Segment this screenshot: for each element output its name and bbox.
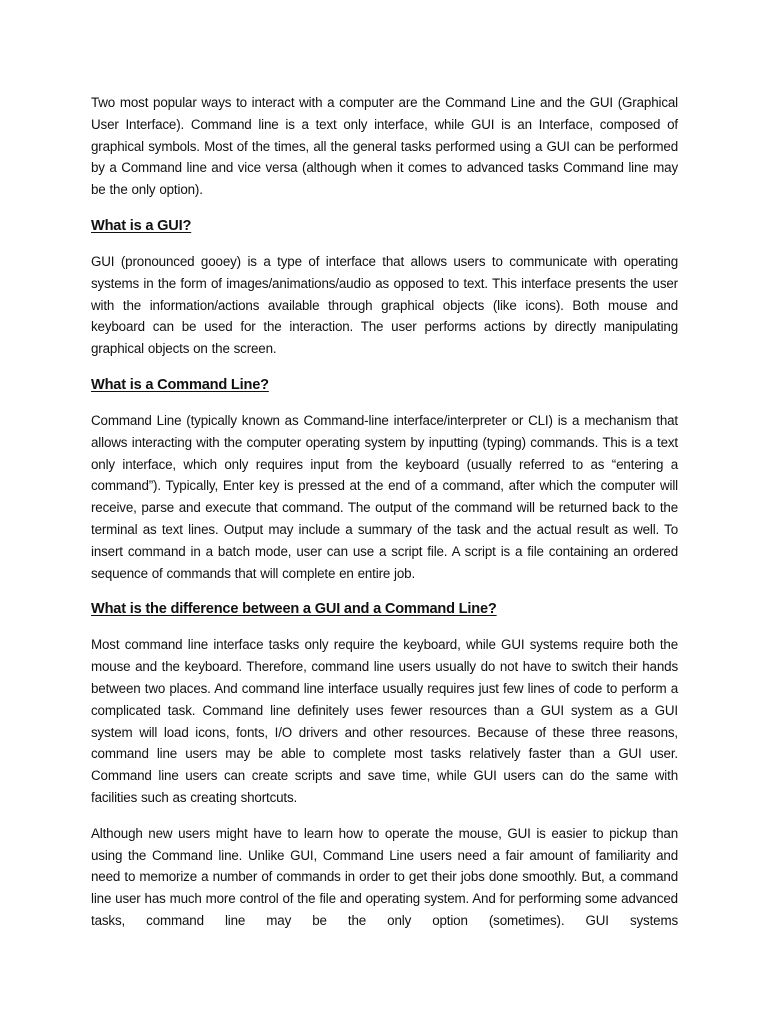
heading-difference: What is the difference between a GUI and a Command Line? xyxy=(91,601,497,618)
document-body xyxy=(91,92,678,946)
difference-paragraph-1: Most command line interface tasks only require the keyboard, while GUI systems require both the mouse and the keyboard. Therefore, command line users usually do not have to switch their hands between two places. And command line interface usually requires just few lines of code to perform a complicated task. Command line definitely uses fewer resources than a GUI system as a GUI system will load icons, fonts, I/O drivers and other resources. Because of these three reasons, command line users may be able to complete most tasks relatively faster than a GUI user. Command line users can create scripts and save time, while GUI users can do the same with facilities such as creating shortcuts. xyxy=(91,637,678,805)
intro-paragraph: Two most popular ways to interact with a computer are the Command Line and the GUI (Graphical User Interface). Command line is a text only interface, while GUI is an Interface, composed of graphical symbols. Most of the times, all the general tasks performed using a GUI can be performed by a Command line and vice versa (although when it comes to advanced tasks Command line may be the only option). xyxy=(91,95,678,198)
heading-what-is-command-line: What is a Command Line? xyxy=(91,376,269,393)
command-line-paragraph: Command Line (typically known as Command-line interface/interpreter or CLI) is a mechanism that allows interacting with the computer operating system by inputting (typing) commands. This is a text only interface, which only requires input from the keyboard (usually referred to as “entering a command”). Typically, Enter key is pressed at the end of a command, after which the computer will receive, parse and execute that command. The output of the command will be returned back to the terminal as text lines. Output may include a summary of the task and the actual result as well. To insert command in a batch mode, user can use a script file. A script is a file containing an ordered sequence of commands that will complete en entire job. xyxy=(91,412,678,581)
heading-what-is-gui: What is a GUI? xyxy=(91,217,192,234)
gui-paragraph: GUI (pronounced gooey) is a type of interface that allows users to communicate with operating systems in the form of images/animations/audio as opposed to text. This interface presents the user with the information/actions available through graphical objects (like icons). Both mouse and keyboard can be used for the interaction. The user performs actions by directly manipulating graphical objects on the screen. xyxy=(91,253,678,357)
difference-paragraph-2: Although new users might have to learn how to operate the mouse, GUI is easier to pickup than using the Command line. Unlike GUI, Command Line users need a fair amount of familiarity and need to memorize a number of commands in order to get their jobs done smoothly. But, a command line user has much more control of the file and operating system. And for performing some advanced tasks, command line may be the only option (sometimes). GUI systems xyxy=(91,825,678,928)
